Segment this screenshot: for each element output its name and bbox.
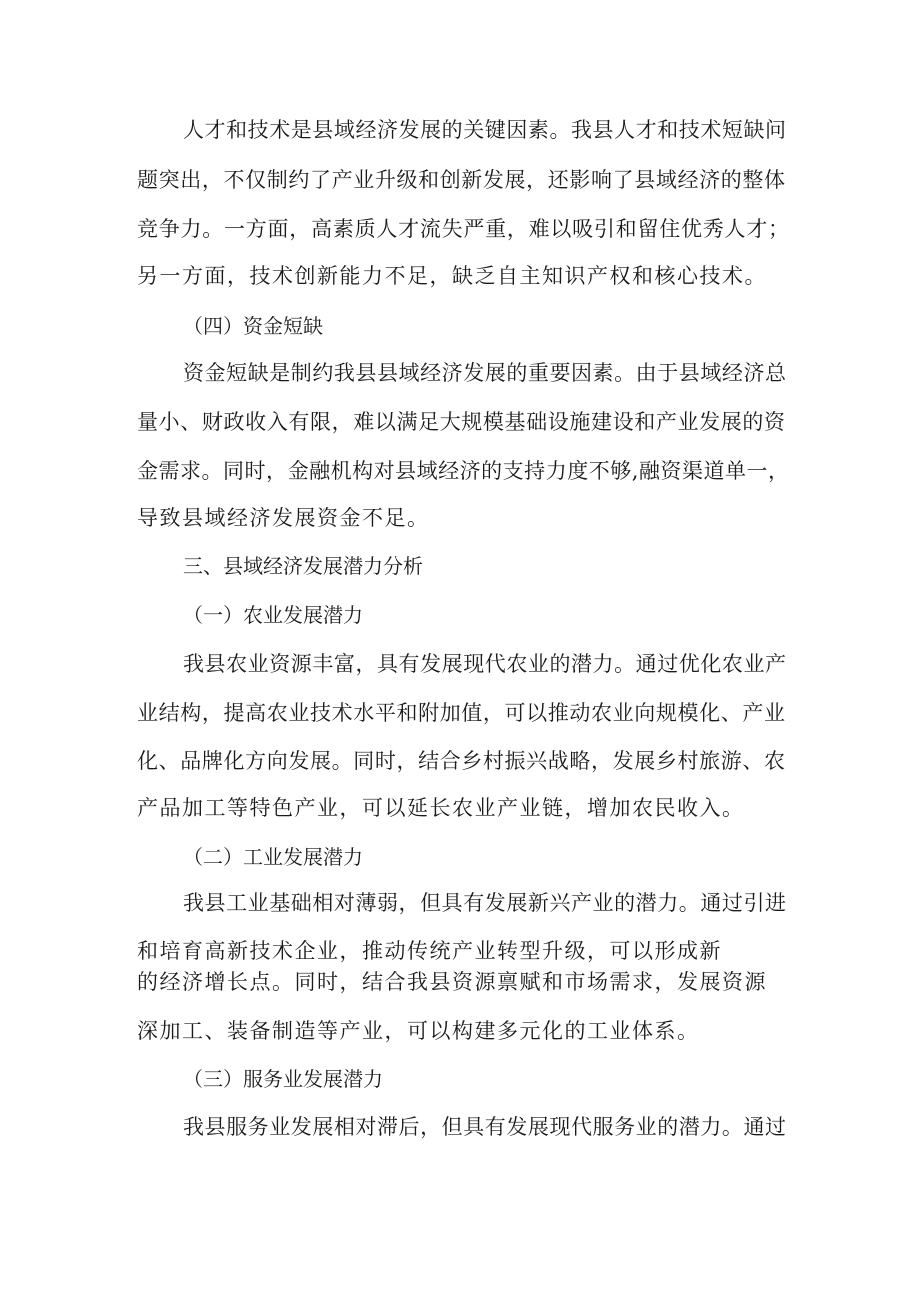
section-heading: （一）农业发展潜力 [183, 603, 363, 627]
paragraph-line: 人才和技术是县域经济发展的关键因素。我县人才和技术短缺问 [183, 118, 786, 142]
paragraph-line: 另一方面，技术创新能力不足，缺乏自主知识产权和核心技术。 [137, 264, 767, 288]
paragraph-line: 金需求。同时，金融机构对县域经济的支持力度不够,融资渠道单一， [137, 459, 789, 483]
paragraph-line: 我县服务业发展相对滞后，但具有发展现代服务业的潜力。通过 [183, 1115, 786, 1139]
paragraph-line: 的经济增长点。同时，结合我县资源禀赋和市场需求，发展资源 [137, 970, 767, 994]
paragraph-line: 深加工、装备制造等产业，可以构建多元化的工业体系。 [137, 1019, 700, 1043]
paragraph-line: 和培育高新技术企业，推动传统产业转型升级，可以形成新 [137, 939, 722, 963]
paragraph-line: 产品加工等特色产业，可以延长农业产业链，增加农民收入。 [137, 796, 745, 820]
section-heading: （三）服务业发展潜力 [183, 1067, 383, 1091]
section-heading: （四）资金短缺 [183, 314, 323, 338]
paragraph-line: 我县工业基础相对薄弱，但具有发展新兴产业的潜力。通过引进 [183, 891, 786, 915]
paragraph-line: 竞争力。一方面，高素质人才流失严重，难以吸引和留住优秀人才； [137, 217, 789, 241]
paragraph-line: 题突出，不仅制约了产业升级和创新发展，还影响了县域经济的整体 [137, 168, 785, 192]
paragraph-line: 化、品牌化方向发展。同时，结合乡村振兴战略，发展乡村旅游、农 [137, 749, 785, 773]
paragraph-line: 我县农业资源丰富，具有发展现代农业的潜力。通过优化农业产 [183, 652, 786, 676]
paragraph-line: 导致县域经济发展资金不足。 [137, 506, 430, 530]
paragraph-line: 业结构，提高农业技术水平和附加值，可以推动农业向规模化、产业 [137, 701, 785, 725]
paragraph-line: 资金短缺是制约我县县域经济发展的重要因素。由于县域经济总 [183, 361, 786, 385]
paragraph-line: 量小、财政收入有限，难以满足大规模基础设施建设和产业发展的资 [137, 410, 785, 434]
chapter-heading: 三、县域经济发展潜力分析 [183, 554, 423, 578]
section-heading: （二）工业发展潜力 [183, 845, 363, 869]
